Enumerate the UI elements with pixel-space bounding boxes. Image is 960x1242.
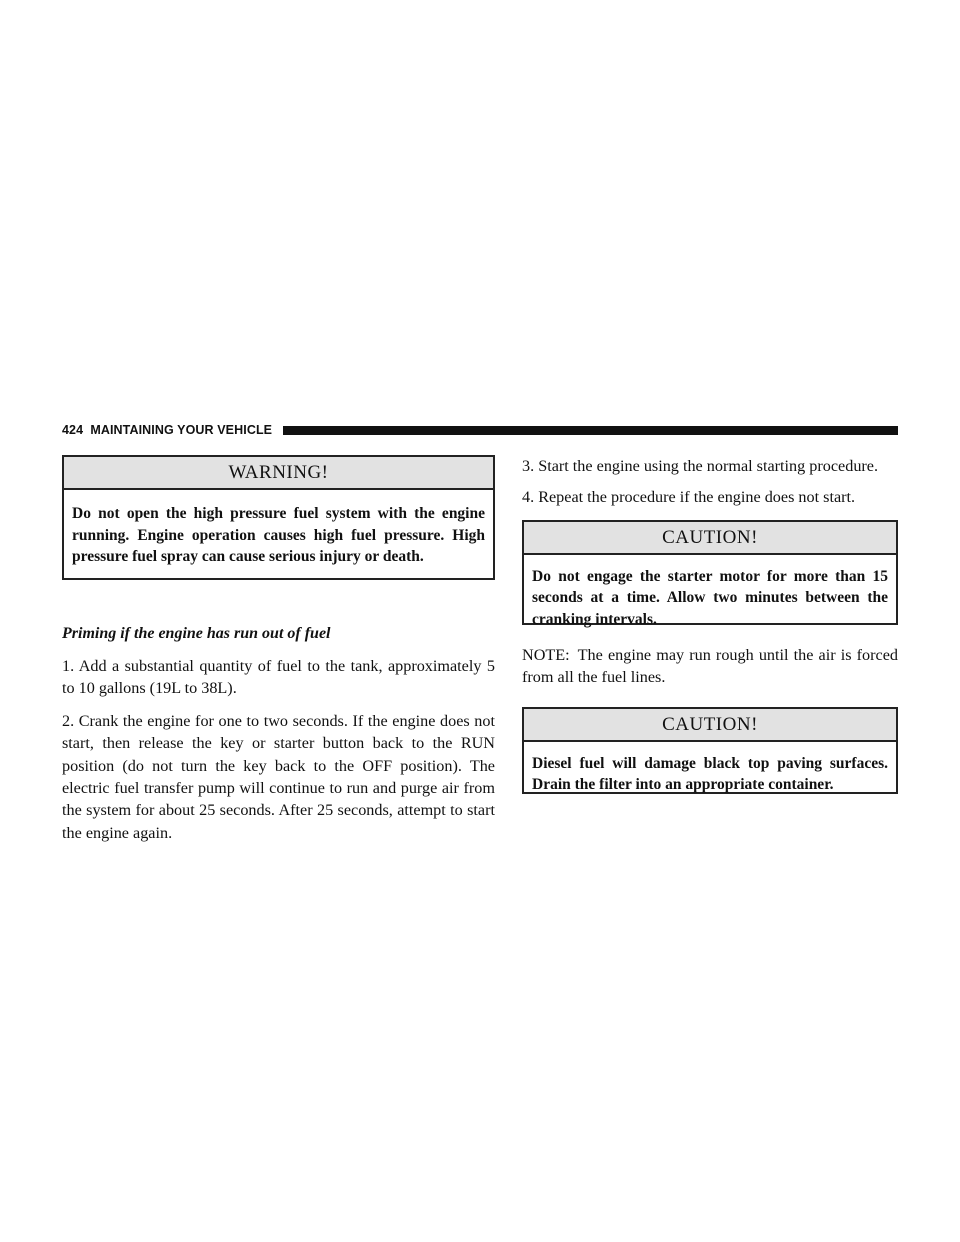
step-1: 1. Add a substantial quantity of fuel to the tank, approximately 5 to 10 gallons (19L to 38L).	[62, 657, 495, 698]
priming-heading: Priming if the engine has run out of fuel	[62, 625, 331, 642]
step-2: 2. Crank the engine for one to two seconds. If the engine does not start, then release the key or starter button back to the RUN position (do not turn the key back to the OFF position). The electric fuel transfer pump will continue to run and purge air from the system for about 25 seconds. After 25 seconds, attempt to start the engine again.	[62, 711, 495, 842]
caution-text-starter: Do not engage the starter motor for more than 15 seconds at a time. Allow two minutes between the cranking intervals.	[532, 567, 888, 628]
step-4: 4. Repeat the procedure if the engine does not start.	[522, 488, 856, 507]
warning-box	[62, 455, 495, 580]
page-header	[62, 421, 898, 439]
caution-title-diesel: CAUTION!	[524, 709, 896, 742]
caution-title-starter: CAUTION!	[524, 522, 896, 555]
warning-text: Do not open the high pressure fuel system with the engine running. Engine operation causes high fuel pressure. High pressure fuel spray can cause serious injury or death.	[72, 505, 485, 565]
page-number: 424	[62, 423, 84, 437]
note-text: The engine may run rough until the air is forced from all the fuel lines.	[522, 645, 898, 687]
header-rule	[283, 426, 898, 435]
section-title: MAINTAINING YOUR VEHICLE	[90, 423, 273, 437]
caution-text-diesel: Diesel fuel will damage black top paving surfaces. Drain the filter into an appropriate container.	[532, 754, 888, 794]
caution-box-diesel	[522, 707, 898, 794]
note	[522, 644, 898, 689]
caution-box-starter	[522, 520, 898, 628]
step-3: 3. Start the engine using the normal starting procedure.	[522, 457, 879, 475]
note-label: NOTE:	[522, 645, 570, 664]
left-column	[62, 455, 495, 844]
right-column	[522, 455, 898, 794]
warning-title: WARNING!	[64, 457, 493, 490]
page-header-text	[62, 423, 272, 437]
